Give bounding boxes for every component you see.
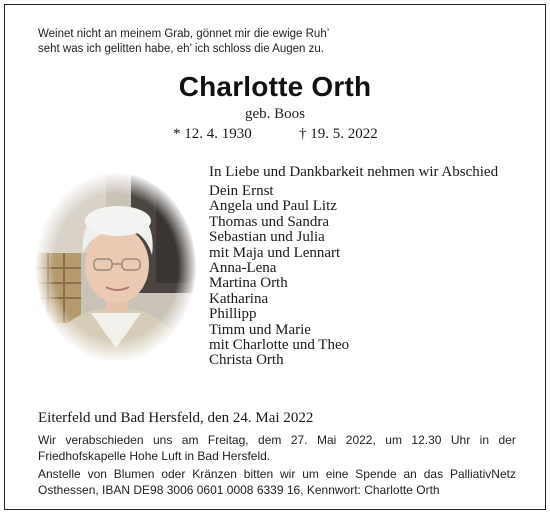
word: um <box>385 433 402 447</box>
word: eine <box>325 467 349 481</box>
farewell-intro: In Liebe und Dankbarkeit nehmen wir Abschied <box>209 164 499 180</box>
birth-date: * 12. 4. 1930 <box>173 126 252 142</box>
mourner-name: Martina Orth <box>209 275 288 292</box>
mourner-name: Phillipp <box>209 306 257 323</box>
death-date: † 19. 5. 2022 <box>299 126 378 142</box>
word: wir <box>280 467 296 481</box>
mourner-name: Katharina <box>209 290 269 307</box>
portrait-photo <box>36 173 196 361</box>
mourner-name: Timm und Marie <box>209 321 311 338</box>
word: dem <box>258 433 282 447</box>
donation-line-1 <box>38 466 516 482</box>
word: Spende <box>355 467 397 481</box>
word: Freitag, <box>207 433 249 447</box>
mourner-name: Thomas und Sandra <box>209 213 329 230</box>
service-line-1 <box>38 432 516 448</box>
memorial-verse <box>38 27 418 57</box>
word: Mai <box>316 433 337 447</box>
word: Wir <box>38 433 56 447</box>
word: PalliativNetz <box>449 467 516 481</box>
verse-line-2: seht was ich gelitten habe, eh’ ich schloss die Augen zu. <box>38 43 324 55</box>
mourner-name: mit Charlotte und Theo <box>209 337 350 354</box>
word: in <box>479 433 490 447</box>
word: Kränzen <box>192 467 237 481</box>
word: bitten <box>243 467 274 481</box>
word: Anstelle <box>38 467 81 481</box>
word: uns <box>152 433 173 447</box>
word: 27. <box>290 433 308 447</box>
word: der <box>498 433 516 447</box>
word: 2022, <box>345 433 376 447</box>
deceased-name: Charlotte Orth <box>178 71 372 102</box>
mourner-name: Sebastian und Julia <box>209 229 325 246</box>
mourners-list <box>209 184 349 369</box>
donation-line-2: Osthessen, IBAN DE98 3006 0601 0008 6339 16, Kennwort: Charlotte Orth <box>38 483 440 497</box>
mourner-name: Dein Ernst <box>209 183 274 199</box>
mourner-name: mit Maja und Lennart <box>209 244 341 261</box>
word: 12.30 <box>411 433 442 447</box>
service-line-2: Friedhofskapelle Hohe Luft in Bad Hersfeld. <box>38 449 271 463</box>
word: um <box>302 467 319 481</box>
word: oder <box>161 467 186 481</box>
donation-request <box>38 466 516 498</box>
mourner-name: Anna-Lena <box>209 260 277 277</box>
word: von <box>87 467 107 481</box>
word: das <box>423 467 444 481</box>
mourner-name: Christa Orth <box>209 352 284 369</box>
word: Uhr <box>450 433 471 447</box>
word: an <box>403 467 417 481</box>
word: am <box>181 433 199 447</box>
verse-line-1: Weinet nicht an meinem Grab, gönnet mir die ewige Ruh’ <box>38 28 330 40</box>
birth-name: geb. Boos <box>245 106 305 122</box>
place-and-date: Eiterfeld und Bad Hersfeld, den 24. Mai 2022 <box>38 410 314 426</box>
obituary-notice <box>4 4 546 510</box>
word: verabschieden <box>65 433 144 447</box>
funeral-service-info <box>38 432 516 464</box>
word: Blumen <box>113 467 155 481</box>
mourner-name: Angela und Paul Litz <box>209 198 337 215</box>
